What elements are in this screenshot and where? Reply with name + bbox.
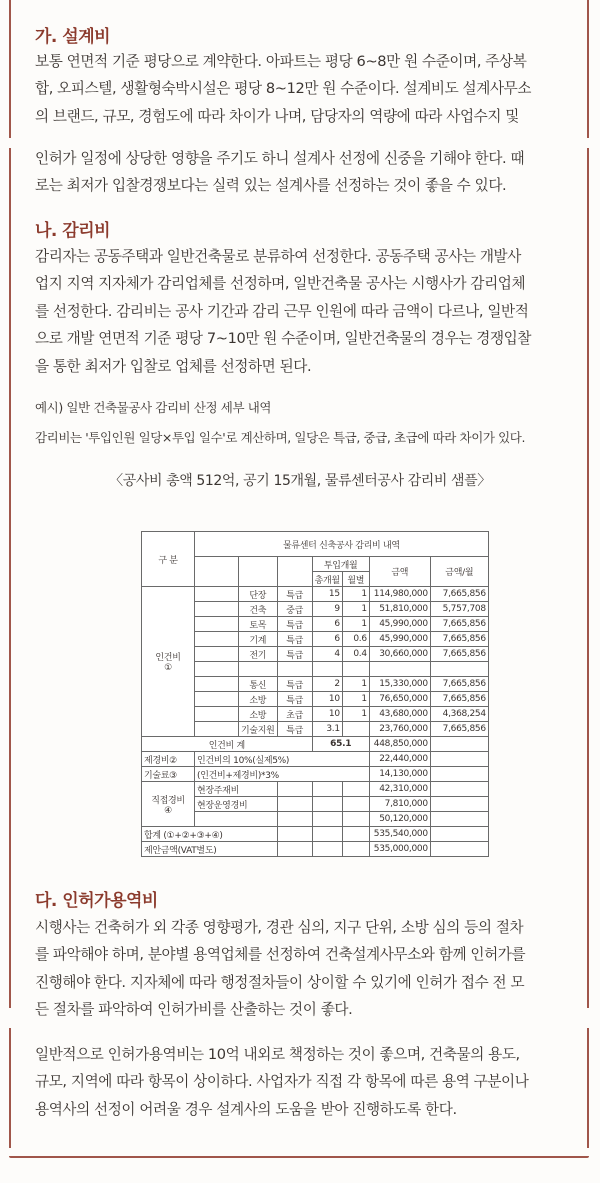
frame-right-bottom: [587, 1028, 589, 1148]
table-row: 전기 특급 4 0.4 30,660,000 7,665,856: [142, 647, 489, 662]
frame-right-mid: [587, 148, 589, 1008]
design-fee-paragraph-cont: 인허가 일정에 상당한 영향을 주기도 하니 설계사 선정에 신중을 기해야 한다. 때 로는 최저가 입찰경쟁보다는 실력 있는 설계사를 선정하는 것이 좋을 수 있다.: [35, 150, 525, 195]
header-amount: 금액: [369, 557, 430, 587]
personnel-total-row: 인건비 계 65.1 448,850,000: [142, 737, 489, 752]
table-row: 토목 특급 6 1 45,990,000 7,665,856: [142, 617, 489, 632]
table-caption: 〈공사비 총액 512억, 공기 15개월, 물류센터공사 감리비 샘플〉: [109, 473, 491, 489]
table-row: 인건비 ① 단장 특급 15 1 114,980,000 7,665,856: [142, 587, 489, 602]
header-monthly: 월별: [342, 572, 369, 587]
frame-left-mid: [9, 148, 11, 1008]
supervision-cost-table: [141, 531, 489, 857]
permit-fee-paragraph: 시행사는 건축허가 외 각종 영향평가, 경관 심의, 지구 단위, 소방 심의 등의 절차 를 파악해야 하며, 분야별 용역업체를 선정하여 건축설계사무소와 함께 인허가를 진행해야 한다. 지자체에 따라 행정절차들이 상이할 수 있기에 인허가 접수 전 모 든 절차를 파악하여 인허가비를 산출하는 것이 좋다.: [35, 919, 526, 1019]
direct-expense-row: 50,120,000: [142, 812, 489, 827]
table-row: 소방 특급 10 1 76,650,000 7,665,856: [142, 692, 489, 707]
table-row: 기계 특급 6 0.6 45,990,000 7,665,856: [142, 632, 489, 647]
header-category: 구 분: [142, 532, 195, 587]
sum-row: 합계 (①+②+③+④) 535,540,000: [142, 827, 489, 842]
table-row: 소방 초급 10 1 43,680,000 4,368,254: [142, 707, 489, 722]
header-input-months: 투입개월: [312, 557, 369, 572]
heading-design-fee: 가. 설계비: [35, 27, 111, 47]
heading-supervision-fee: 나. 감리비: [35, 221, 111, 241]
tech-fee-row: 기술료③ (인건비+제경비)*3% 14,130,000: [142, 767, 489, 782]
heading-permit-fee: 다. 인허가용역비: [35, 891, 158, 911]
table-title: 물류센터 신축공사 감리비 내역: [195, 532, 489, 557]
permit-fee-paragraph-cont: 일반적으로 인허가용역비는 10억 내외로 책정하는 것이 좋으며, 건축물의 용도, 규모, 지역에 따라 항목이 상이하다. 사업자가 직접 각 항목에 따른 용역 구분이나 용역사의 선정이 어려울 경우 설계사의 도움을 받아 진행하도록 한다.: [35, 1046, 529, 1118]
proposal-row: 제안금액(VAT별도) 535,000,000: [142, 842, 489, 857]
frame-left-bottom: [9, 1028, 11, 1148]
direct-expense-row: 직접경비 ④ 현장주재비 42,310,000: [142, 782, 489, 797]
expense-row: 제경비② 인건비의 10%(실제5%) 22,440,000: [142, 752, 489, 767]
personnel-label-cell: 인건비 ①: [142, 587, 195, 737]
table-row: 건축 중급 9 1 51,810,000 5,757,708: [142, 602, 489, 617]
table-row: 통신 특급 2 1 15,330,000 7,665,856: [142, 677, 489, 692]
supervision-fee-paragraph: 감리자는 공동주택과 일반건축물로 분류하여 선정한다. 공동주택 공사는 개발사 업지 지역 지자체가 감리업체를 선정하며, 일반건축물 공사는 시행사가 감리업체 를 선정한다. 감리비는 공사 기간과 감리 근무 인원에 따라 금액이 다르나, 일반적 으로 개발 연면적 기준 평당 7~10만 원 수준이며, 일반건축물의 경우는 경쟁입찰 을 통한 최저가 입찰로 업체를 선정하면 된다.: [35, 248, 532, 375]
frame-left-top: [9, 0, 11, 138]
frame-bottom: [9, 1156, 589, 1158]
example-note: 감리비는 '투입인원 일당×투입 일수'로 계산하며, 일당은 특급, 중급, 초급에 따라 차이가 있다.: [35, 430, 526, 445]
frame-right-top: [587, 0, 589, 138]
design-fee-paragraph: 보통 연면적 기준 평당으로 계약한다. 아파트는 평당 6~8만 원 수준이며, 주상복 합, 오피스텔, 생활형숙박시설은 평당 8~12만 원 수준이다. 설계비도 설계사무소 의 브랜드, 규모, 경험도에 따라 차이가 나며, 담당자의 역량에 따라 사업수지 및: [35, 53, 532, 125]
header-total-months: 총개월: [312, 572, 342, 587]
direct-label-cell: 직접경비 ④: [142, 782, 195, 827]
table-row: 기술지원 특급 3.1 23,760,000 7,665,856: [142, 722, 489, 737]
direct-expense-row: 현장운영경비 7,810,000: [142, 797, 489, 812]
example-title: 예시) 일반 건축물공사 감리비 산정 세부 내역: [35, 400, 272, 415]
header-amount-per-month: 금액/월: [430, 557, 488, 587]
